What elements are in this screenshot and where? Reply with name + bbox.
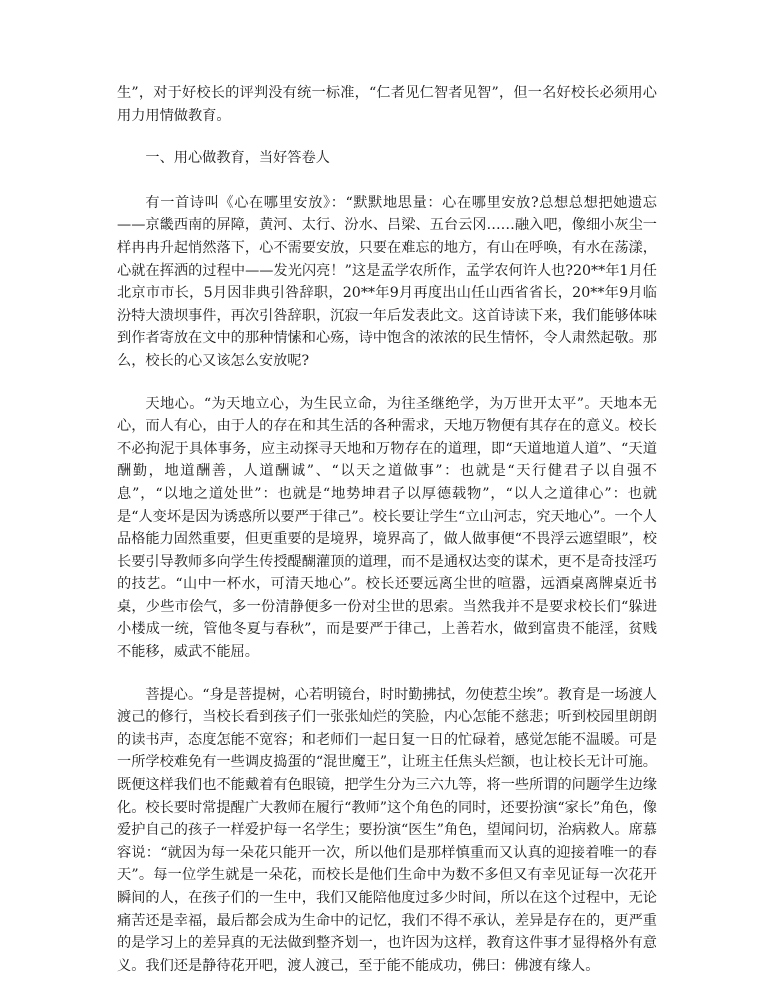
section-heading: 一、用心做教育，当好答卷人: [145, 150, 330, 167]
document-body: [117, 82, 657, 977]
bodhi-heart-paragraph: 菩提心。“身是菩提树，心若明镜台，时时勤拂拭，勿使惹尘埃”。教育是一场渡人渡己的修行，当校长看到孩子们一张张灿烂的笑脸，内心怎能不慈悲；听到校园里朗朗的读书声，态度怎能不宽容；和老师们一起日复一日的忙碌着，感觉怎能不温暖。可是一所学校难免有一些调皮捣蛋的“混世魔王”，让班主任焦头烂额，也让校长无计可施。既便这样我们也不能戴着有色眼镜，把学生分为三六九等，将一些所谓的问题学生边缘化。校长要时常提醒广大教师在履行“教师”这个角色的同时，还要扮演“家长”角色，像爱护自己的孩子一样爱护每一名学生；要扮演“医生”角色，望闻问切，治病救人。席慕容说：“就因为每一朵花只能开一次，所以他们是那样慎重而又认真的迎接着唯一的春天”。每一位学生就是一朵花，而校长是他们生命中为数不多但又有幸见证每一次花开瞬间的人，在孩子们的一生中，我们又能陪他度过多少时间，所以在这个过程中，无论痛苦还是幸福，最后都会成为生命中的记忆，我们不得不承认，差异是存在的，更严重的是学习上的差异真的无法做到整齐划一，也许因为这样，教育这件事才显得格外有意义。我们还是静待花开吧，渡人渡己，至于能不能成功，佛曰：佛渡有缘人。: [117, 686, 657, 974]
intro-tail-paragraph: 生”，对于好校长的评判没有统一标准，“仁者见仁智者见智”，但一名好校长必须用心用力用情做教育。: [117, 85, 657, 124]
poem-paragraph: 有一首诗叫《心在哪里安放》：“默默地思量：心在哪里安放?总想总想把她遗忘——京畿西南的屏障，黄河、太行、汾水、吕梁、五台云冈……融入吧，像细小灰尘一样冉冉升起悄然落下，心不需要安放，只要在难忘的地方，有山在呼唤，有水在荡漾，心就在挥洒的过程中——发光闪亮！”这是孟学农所作，孟学农何许人也?20**年1月任北京市市长，5月因非典引咎辞职，20**年9月再度出山任山西省省长，20**年9月临汾特大溃坝事件，再次引咎辞职，沉寂一年后发表此文。这首诗读下来，我们能够体味到作者寄放在文中的那种情愫和心殇，诗中饱含的浓浓的民生情怀，令人肃然起敬。那么，校长的心又该怎么安放呢?: [117, 194, 657, 369]
heaven-earth-heart-paragraph: 天地心。“为天地立心，为生民立命，为往圣继绝学，为万世开太平”。天地本无心，而人有心，由于人的存在和其生活的各种需求，天地万物便有其存在的意义。校长不必拘泥于具体事务，应主动探寻天地和万物存在的道理，即“天道地道人道”、“天道酬勤，地道酬善，人道酬诚”、“以天之道做事”：也就是“天行健君子以自强不息”，“以地之道处世”：也就是“地势坤君子以厚德载物”，“以人之道律心”：也就是“人变坏是因为诱惑所以要严于律己”。校长要让学生“立山河志，究天地心”。一个人品格能力固然重要，但更重要的是境界，境界高了，做人做事便“不畏浮云遮望眼”，校长要引导教师多向学生传授醍醐灌顶的道理，而不是通权达变的谋术，更不是奇技淫巧的技艺。“山中一杯水，可清天地心”。校长还要远离尘世的喧嚣，远酒桌离牌桌近书桌，少些市侩气，多一份清静便多一份对尘世的思索。当然我并不是要求校长们“躲进小楼成一统，管他冬夏与春秋”，而是要严于律己，上善若水，做到富贵不能淫，贫贱不能移，威武不能屈。: [117, 395, 657, 661]
